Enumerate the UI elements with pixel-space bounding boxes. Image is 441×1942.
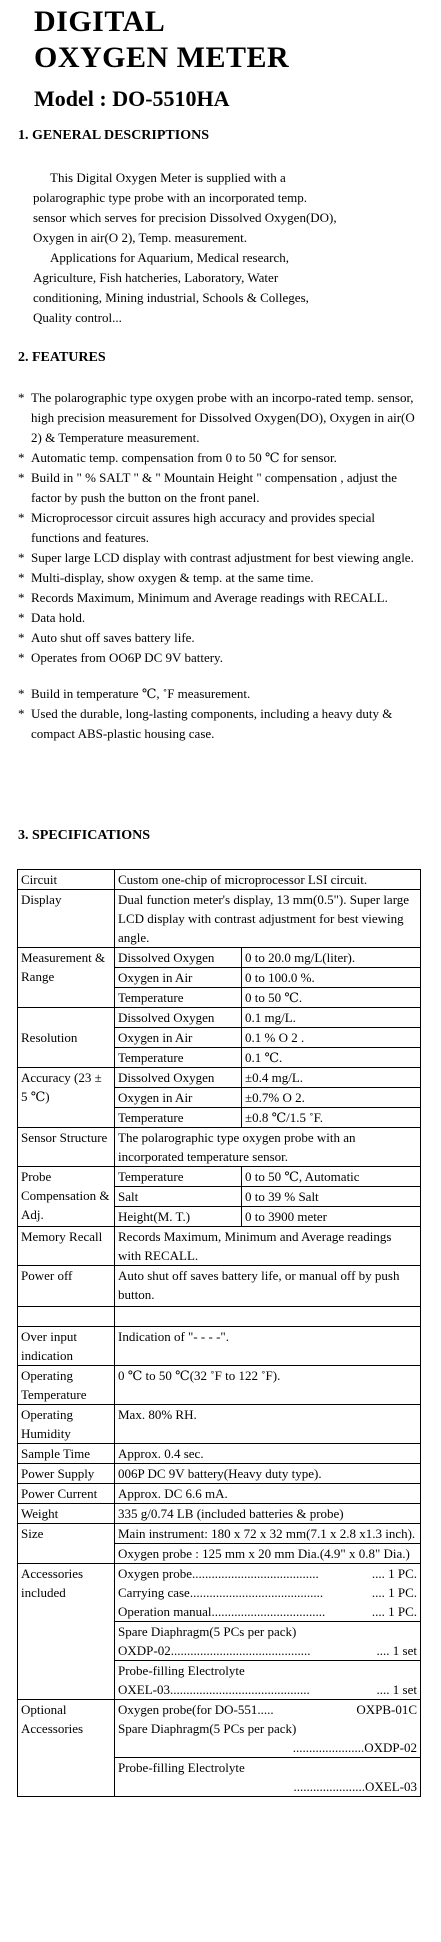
spec-label: Power Current	[18, 1484, 115, 1504]
general-line: Agriculture, Fish hatcheries, Laboratory, Water	[33, 270, 279, 285]
spec-row-range	[18, 948, 421, 968]
feature-item: * Super large LCD display with contrast adjustment for best viewing angle.	[18, 550, 414, 565]
spec-row-memory	[18, 1227, 421, 1266]
specifications-table	[17, 869, 421, 1797]
feature-item: * Build in " % SALT " & " Mountain Height " compensation , adjust the factor by push the button on the front panel.	[18, 470, 398, 505]
spec-value: Approx. 0.4 sec.	[115, 1444, 421, 1464]
spec-sub-label: Dissolved Oxygen	[115, 1068, 242, 1088]
spec-row-operating-humidity	[18, 1405, 421, 1444]
spec-value: 0 to 100.0 %.	[242, 968, 421, 988]
spec-value: 0 to 50 ℃, Automatic	[242, 1167, 421, 1187]
accessory-item: Operation manual................................... .... 1 PC.	[118, 1604, 417, 1619]
spec-label: Display	[18, 890, 115, 948]
spec-row-sample-time	[18, 1444, 421, 1464]
spec-value: 0 to 39 % Salt	[242, 1187, 421, 1207]
spec-value: Records Maximum, Minimum and Average readings with RECALL.	[115, 1227, 421, 1266]
spec-sub-label: Height(M. T.)	[115, 1207, 242, 1227]
spec-value: 006P DC 9V battery(Heavy duty type).	[115, 1464, 421, 1484]
spec-label: Resolution	[18, 1008, 115, 1068]
spec-sub-label: Temperature	[115, 988, 242, 1008]
accessory-diaphragm: Spare Diaphragm(5 PCs per pack)	[118, 1624, 297, 1639]
spec-label: Probe Compensation & Adj.	[18, 1167, 115, 1227]
spec-label: Power off	[18, 1266, 115, 1307]
spec-label: Weight	[18, 1504, 115, 1524]
spec-label: Operating Temperature	[18, 1366, 115, 1405]
accessory-item: OXEL-03........................................... .... 1 set	[118, 1682, 417, 1697]
spec-value: 0 to 20.0 mg/L(liter).	[242, 948, 421, 968]
spec-blank-cell	[115, 1307, 421, 1327]
spec-sub-label: Temperature	[115, 1048, 242, 1068]
general-line: Applications for Aquarium, Medical research,	[50, 250, 289, 265]
spec-value: Max. 80% RH.	[115, 1405, 421, 1444]
spec-value: Custom one-chip of microprocessor LSI circuit.	[115, 870, 421, 890]
feature-item: * Records Maximum, Minimum and Average readings with RECALL.	[18, 590, 388, 605]
spec-row-accessories	[18, 1564, 421, 1622]
spec-row-optional	[18, 1700, 421, 1758]
accessory-electrolyte: Probe-filling Electrolyte	[118, 1663, 245, 1678]
spec-value	[115, 1661, 421, 1700]
feature-item: * Automatic temp. compensation from 0 to 50 ℃ for sensor.	[18, 450, 337, 465]
general-line: polarographic type probe with an incorporated temp.	[33, 190, 307, 205]
spec-label: Sensor Structure	[18, 1128, 115, 1167]
spec-row-power-off	[18, 1266, 421, 1307]
general-line: conditioning, Mining industrial, Schools & Colleges,	[33, 290, 309, 305]
document-title-line-1: DIGITAL	[34, 5, 166, 38]
spec-row-accuracy	[18, 1068, 421, 1088]
spec-label: Accuracy (23 ± 5 ℃)	[18, 1068, 115, 1128]
feature-item: * Auto shut off saves battery life.	[18, 630, 195, 645]
spec-row-size	[18, 1524, 421, 1544]
general-line: Quality control...	[33, 310, 122, 325]
general-line: Oxygen in air(O 2), Temp. measurement.	[33, 230, 248, 245]
model-number: Model : DO-5510HA	[34, 86, 230, 111]
spec-row-power-current	[18, 1484, 421, 1504]
spec-row-power-supply	[18, 1464, 421, 1484]
spec-row-weight	[18, 1504, 421, 1524]
spec-label: Measurement & Range	[18, 948, 115, 1008]
spec-row-blank	[18, 1307, 421, 1327]
spec-sub-label: Temperature	[115, 1167, 242, 1187]
feature-item: * Microprocessor circuit assures high accuracy and provides special functions and features.	[18, 510, 376, 545]
spec-sub-label: Temperature	[115, 1108, 242, 1128]
accessory-item: Oxygen probe....................................... .... 1 PC.	[118, 1566, 417, 1581]
spec-row-probe	[18, 1167, 421, 1187]
spec-label: Size	[18, 1524, 115, 1564]
spec-value	[115, 1758, 421, 1797]
spec-value: ±0.8 ℃/1.5 ˚F.	[242, 1108, 421, 1128]
spec-sub-label: Dissolved Oxygen	[115, 948, 242, 968]
feature-item: * Operates from OO6P DC 9V battery.	[18, 650, 223, 665]
spec-value: Auto shut off saves battery life, or manual off by push button.	[115, 1266, 421, 1307]
optional-item: Oxygen probe(for DO-551..... OXPB-01C	[118, 1702, 417, 1717]
specifications-heading: 3. SPECIFICATIONS	[18, 828, 150, 843]
spec-sub-label: Oxygen in Air	[115, 1088, 242, 1108]
spec-value: Oxygen probe : 125 mm x 20 mm Dia.(4.9" x 0.8" Dia.)	[115, 1544, 421, 1564]
spec-value: 0.1 % O 2 .	[242, 1028, 421, 1048]
document-title-line-2: OXYGEN METER	[34, 41, 290, 74]
spec-value: 0 to 3900 meter	[242, 1207, 421, 1227]
spec-label: Power Supply	[18, 1464, 115, 1484]
spec-value: 0.1 ℃.	[242, 1048, 421, 1068]
spec-value: 0 ℃ to 50 ℃(32 ˚F to 122 ˚F).	[115, 1366, 421, 1405]
accessory-item: OXDP-02........................................... .... 1 set	[118, 1643, 417, 1658]
spec-value: 0 to 50 ℃.	[242, 988, 421, 1008]
feature-item: * Data hold.	[18, 610, 86, 625]
spec-row-sensor	[18, 1128, 421, 1167]
general-line: This Digital Oxygen Meter is supplied with a	[50, 170, 286, 185]
spec-value: Indication of "- - - -".	[115, 1327, 421, 1366]
general-line: sensor which serves for precision Dissolved Oxygen(DO),	[33, 210, 337, 225]
spec-sub-label: Dissolved Oxygen	[115, 1008, 242, 1028]
spec-value: The polarographic type oxygen probe with an incorporated temperature sensor.	[115, 1128, 421, 1167]
spec-sub-label: Oxygen in Air	[115, 968, 242, 988]
optional-electrolyte-code: ......................OXEL-03	[293, 1779, 417, 1794]
optional-diaphragm: Spare Diaphragm(5 PCs per pack)	[118, 1721, 297, 1736]
general-descriptions-heading: 1. GENERAL DESCRIPTIONS	[18, 128, 209, 143]
spec-row-operating-temperature	[18, 1366, 421, 1405]
spec-sub-label: Oxygen in Air	[115, 1028, 242, 1048]
spec-value	[115, 1700, 421, 1758]
spec-value: Approx. DC 6.6 mA.	[115, 1484, 421, 1504]
spec-label: Accessories included	[18, 1564, 115, 1700]
spec-label: Operating Humidity	[18, 1405, 115, 1444]
spec-row-over-input	[18, 1327, 421, 1366]
spec-label: Memory Recall	[18, 1227, 115, 1266]
spec-row-display	[18, 890, 421, 948]
spec-value: 335 g/0.74 LB (included batteries & probe)	[115, 1504, 421, 1524]
spec-value: Dual function meter's display, 13 mm(0.5"). Super large LCD display with contrast adjustment for best viewing angle.	[115, 890, 421, 948]
spec-value: 0.1 mg/L.	[242, 1008, 421, 1028]
feature-item: * The polarographic type oxygen probe with an incorpo-rated temp. sensor, high precision measurement for Dissolved Oxygen(DO), Oxygen in air(O 2) & Temperature measurement.	[18, 390, 415, 445]
spec-value	[115, 1564, 421, 1622]
spec-label: Circuit	[18, 870, 115, 890]
spec-value	[115, 1622, 421, 1661]
spec-label: Optional Accessories	[18, 1700, 115, 1797]
spec-value: Main instrument: 180 x 72 x 32 mm(7.1 x 2.8 x1.3 inch).	[115, 1524, 421, 1544]
spec-value: ±0.4 mg/L.	[242, 1068, 421, 1088]
spec-sub-label: Salt	[115, 1187, 242, 1207]
feature-item: * Build in temperature ℃, ˚F measurement.	[18, 686, 251, 701]
spec-label: Sample Time	[18, 1444, 115, 1464]
spec-blank-cell	[18, 1307, 115, 1327]
feature-item: * Multi-display, show oxygen & temp. at the same time.	[18, 570, 314, 585]
features-heading: 2. FEATURES	[18, 350, 106, 365]
spec-row-circuit	[18, 870, 421, 890]
accessory-item: Carrying case......................................... .... 1 PC.	[118, 1585, 417, 1600]
feature-item: * Used the durable, long-lasting components, including a heavy duty & compact ABS-plastic housing case.	[18, 706, 393, 741]
optional-electrolyte: Probe-filling Electrolyte	[118, 1760, 245, 1775]
spec-row-resolution	[18, 1008, 421, 1028]
features-list	[18, 388, 423, 744]
optional-diaphragm-code: ......................OXDP-02	[292, 1740, 417, 1755]
spec-value: ±0.7% O 2.	[242, 1088, 421, 1108]
spec-label: Over input indication	[18, 1327, 115, 1366]
